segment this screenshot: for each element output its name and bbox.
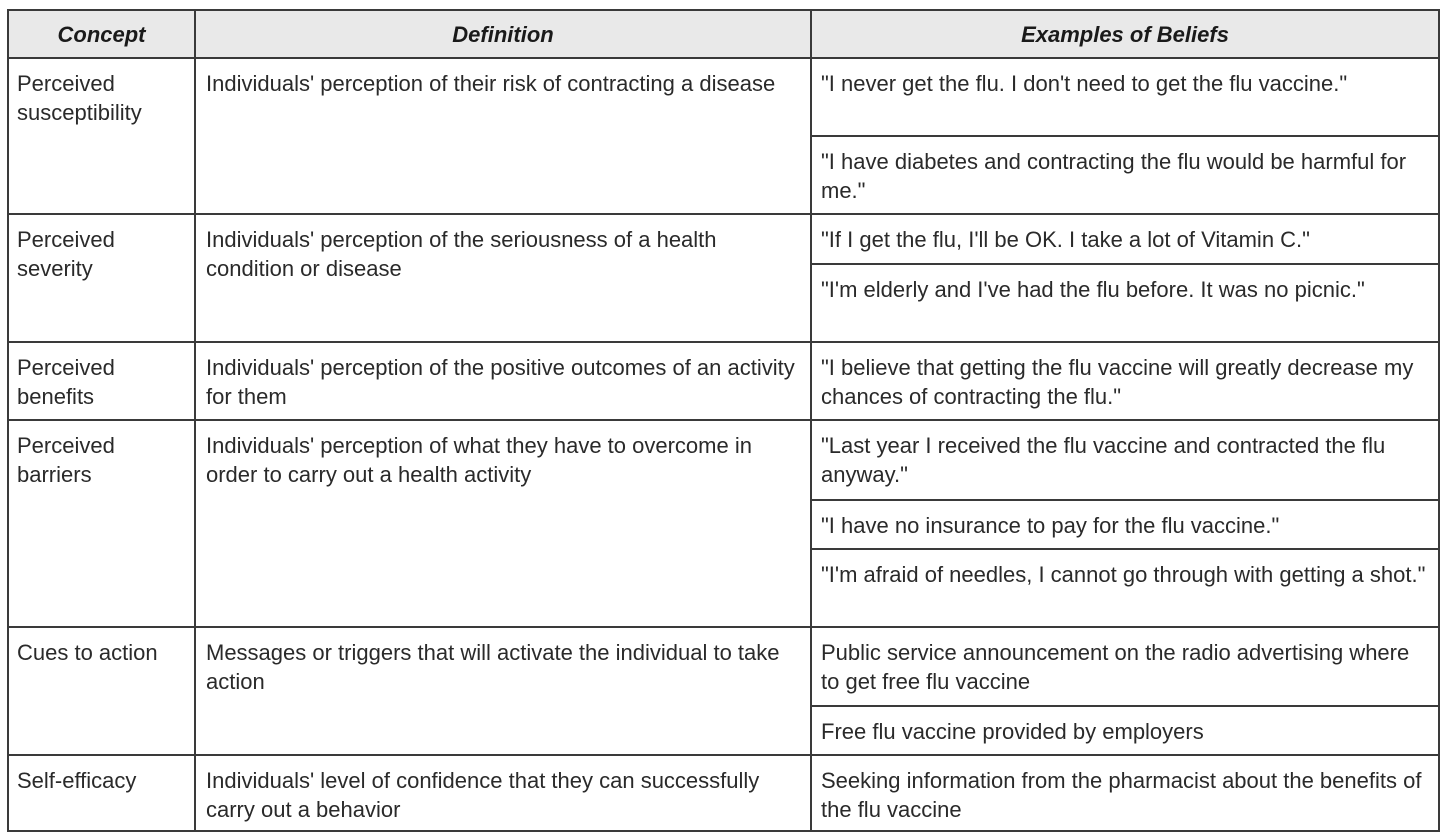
example-cell: Seeking information from the pharmacist about the benefits of the flu vaccine [811, 755, 1439, 831]
example-cell: "I'm afraid of needles, I cannot go through with getting a shot." [811, 549, 1439, 627]
definition-cell: Individuals' level of confidence that they can successfully carry out a behavior [195, 755, 811, 831]
table-row [8, 420, 1439, 500]
definition-cell: Individuals' perception of the seriousness of a health condition or disease [195, 214, 811, 342]
concept-cell: Perceived barriers [8, 420, 195, 627]
example-cell: "I'm elderly and I've had the flu before. It was no picnic." [811, 264, 1439, 342]
table-row [8, 342, 1439, 420]
definition-cell: Messages or triggers that will activate the individual to take action [195, 627, 811, 755]
example-cell: "I believe that getting the flu vaccine will greatly decrease my chances of contracting the flu." [811, 342, 1439, 420]
table-row [8, 58, 1439, 136]
concept-cell: Perceived susceptibility [8, 58, 195, 214]
definition-cell: Individuals' perception of the positive outcomes of an activity for them [195, 342, 811, 420]
definition-cell: Individuals' perception of what they have to overcome in order to carry out a health activity [195, 420, 811, 627]
table-row [8, 755, 1439, 831]
concept-cell: Perceived severity [8, 214, 195, 342]
health-belief-model-table [7, 9, 1440, 832]
concept-cell: Cues to action [8, 627, 195, 755]
example-cell: Free flu vaccine provided by employers [811, 706, 1439, 755]
table-row [8, 627, 1439, 706]
table-row [8, 214, 1439, 264]
example-cell: "I have no insurance to pay for the flu vaccine." [811, 500, 1439, 549]
example-cell: "I have diabetes and contracting the flu would be harmful for me." [811, 136, 1439, 214]
concept-cell: Perceived benefits [8, 342, 195, 420]
header-definition: Definition [195, 10, 811, 58]
example-cell: Public service announcement on the radio advertising where to get free flu vaccine [811, 627, 1439, 706]
example-cell: "Last year I received the flu vaccine and contracted the flu anyway." [811, 420, 1439, 500]
definition-cell: Individuals' perception of their risk of contracting a disease [195, 58, 811, 214]
example-cell: "If I get the flu, I'll be OK. I take a lot of Vitamin C." [811, 214, 1439, 264]
header-concept: Concept [8, 10, 195, 58]
header-examples: Examples of Beliefs [811, 10, 1439, 58]
concept-cell: Self-efficacy [8, 755, 195, 831]
table-header-row [8, 10, 1439, 58]
example-cell: "I never get the flu. I don't need to get the flu vaccine." [811, 58, 1439, 136]
